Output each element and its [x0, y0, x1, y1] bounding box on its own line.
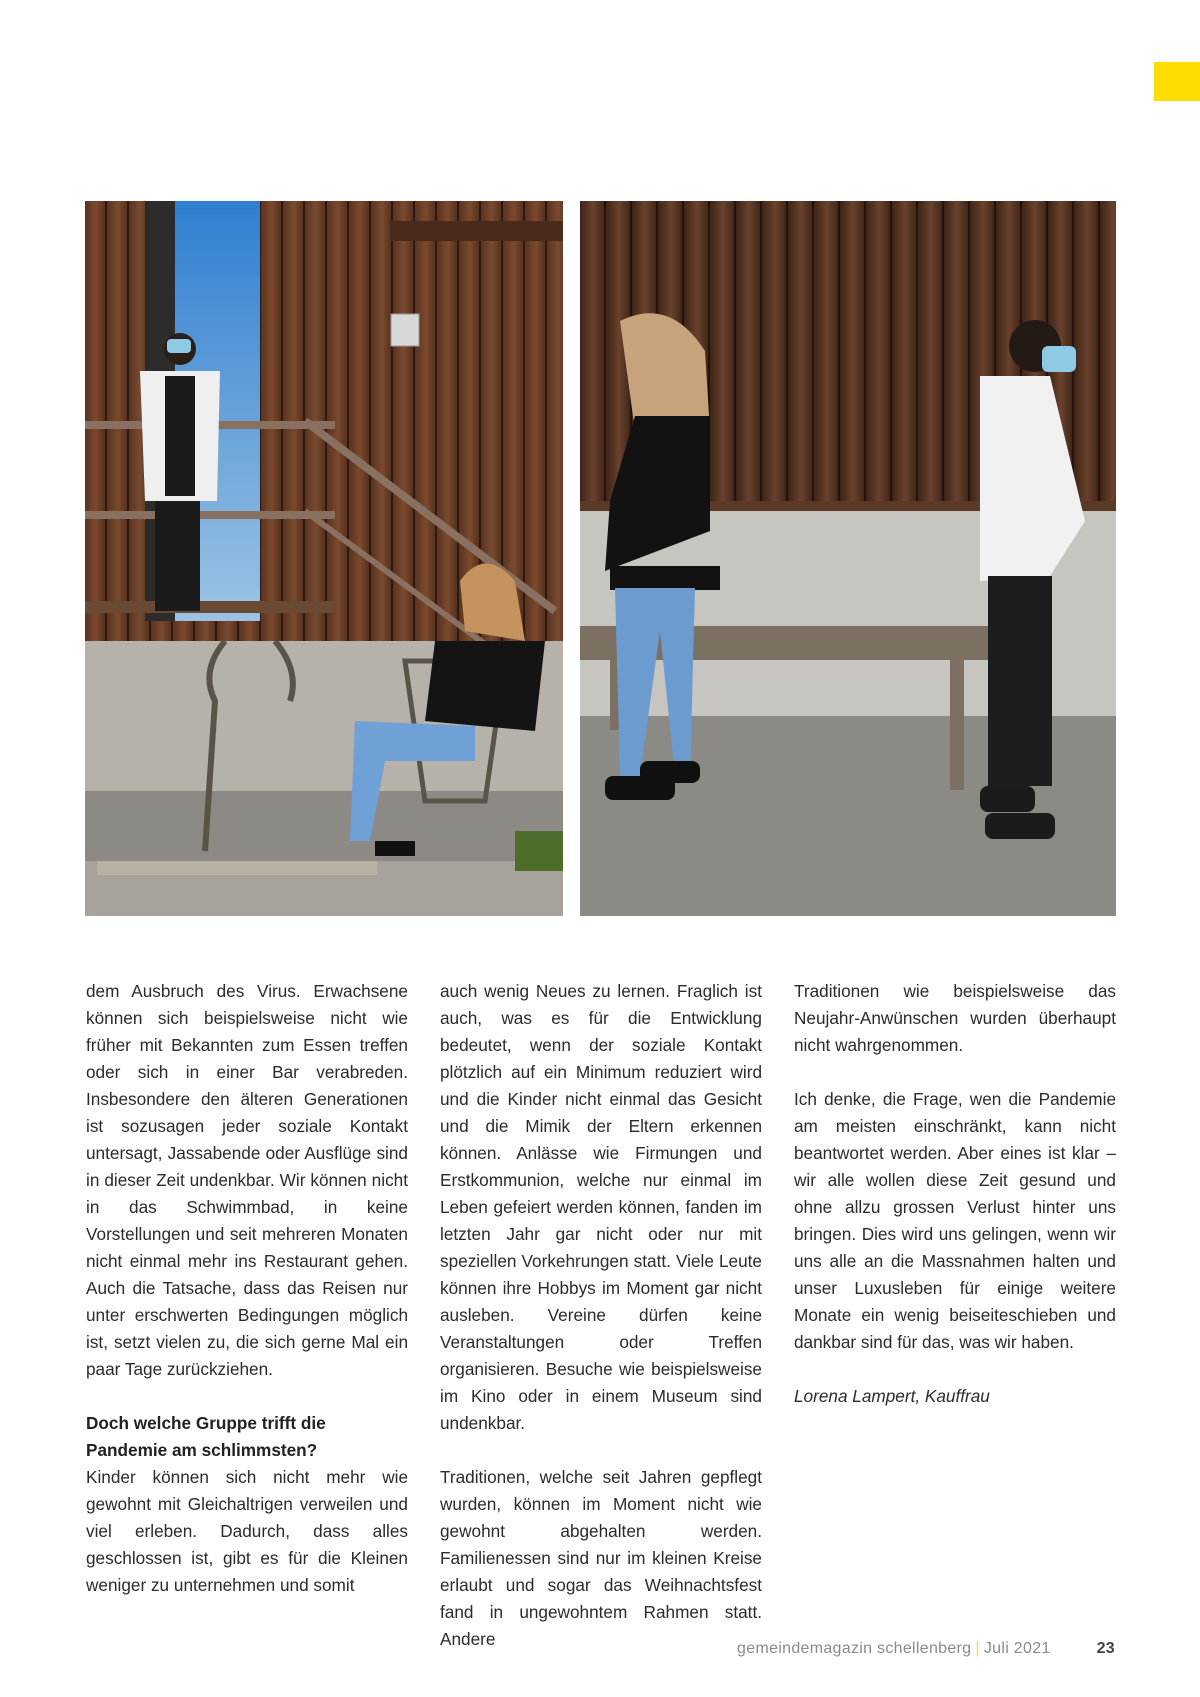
column-1-paragraph-2: Kinder können sich nicht mehr wie gewohnt mit Gleichaltrigen verweilen und viel erleben. Dadurch, dass alles geschlossen ist, gibt es für die Kleinen weniger zu unternehmen und somit: [86, 1467, 408, 1595]
column-2-paragraph-2: Traditionen, welche seit Jahren gepflegt wurden, können im Moment nicht wie gewohnt abgehalten werden. Familienessen sind nur im kleinen Kreise erlaubt und sogar das Weihnachtsfest fand in ungewohntem Rahmen statt. Andere: [440, 1467, 762, 1649]
text-column-3: [794, 978, 1116, 1437]
page-footer: [737, 1640, 1115, 1658]
photo-women-at-barn-stairs: [85, 201, 563, 916]
photo-women-standing-apart: [580, 201, 1116, 916]
column-3-paragraph-2: Ich denke, die Frage, wen die Pandemie am meisten einschränkt, kann nicht beantwortet werden. Aber eines ist klar – wir alle wollen diese Zeit gesund und ohne allzu grossen Verlust hinter uns bringen. Dies wird uns gelingen, wenn wir uns alle an die Massnahmen halten und unser Luxusleben für einige weitere Monate ein wenig beiseiteschieben und dankbar sind für das, was wir haben.: [794, 1089, 1116, 1352]
issue-date: Juli 2021: [983, 1640, 1051, 1657]
magazine-title: gemeindemagazin schellenberg: [737, 1640, 972, 1657]
section-heading: Doch welche Gruppe trifft die Pandemie am schlimmsten?: [86, 1413, 326, 1460]
column-2-paragraph-1: auch wenig Neues zu lernen. Fraglich ist auch, was es für die Entwicklung bedeutet, wenn der soziale Kontakt plötzlich auf ein Minimum reduziert wird und die Kinder nicht einmal das Gesicht und die Mimik der Eltern erkennen können. Anlässe wie Firmungen und Erstkommunion, welche nur einmal im Leben gefeiert werden können, fanden im letzten Jahr gar nicht oder nur mit speziellen Vorkehrungen statt. Viele Leute können ihre Hobbys im Moment gar nicht ausleben. Vereine dürfen keine Veranstaltungen oder Treffen organisieren. Besuche wie beispielsweise im Kino oder in einem Museum sind undenkbar.: [440, 981, 762, 1433]
page-number: 23: [1096, 1640, 1115, 1657]
author-signature: Lorena Lampert, Kauffrau: [794, 1386, 990, 1406]
yellow-page-tab: [1154, 62, 1200, 101]
text-column-2: [440, 978, 762, 1653]
text-column-1: [86, 978, 408, 1599]
column-3-paragraph-1: Traditionen wie beispielsweise das Neujahr-Anwünschen wurden überhaupt nicht wahrgenommen.: [794, 981, 1116, 1055]
column-1-paragraph-1: dem Ausbruch des Virus. Erwachsene können sich beispielsweise nicht wie früher mit Bekannten zum Essen treffen oder sich in einer Bar verabreden. Insbesondere den älteren Generationen ist sozusagen jeder soziale Kontakt untersagt, Jassabende oder Ausflüge sind in dieser Zeit undenkbar. Wir können nicht in das Schwimmbad, in keine Vorstellungen und seit mehreren Monaten nicht einmal mehr ins Restaurant gehen. Auch die Tatsache, dass das Reisen nur unter erschwerten Bedingungen möglich ist, setzt vielen zu, die sich gerne Mal ein paar Tage zurückziehen.: [86, 981, 408, 1379]
footer-separator: |: [975, 1640, 980, 1657]
